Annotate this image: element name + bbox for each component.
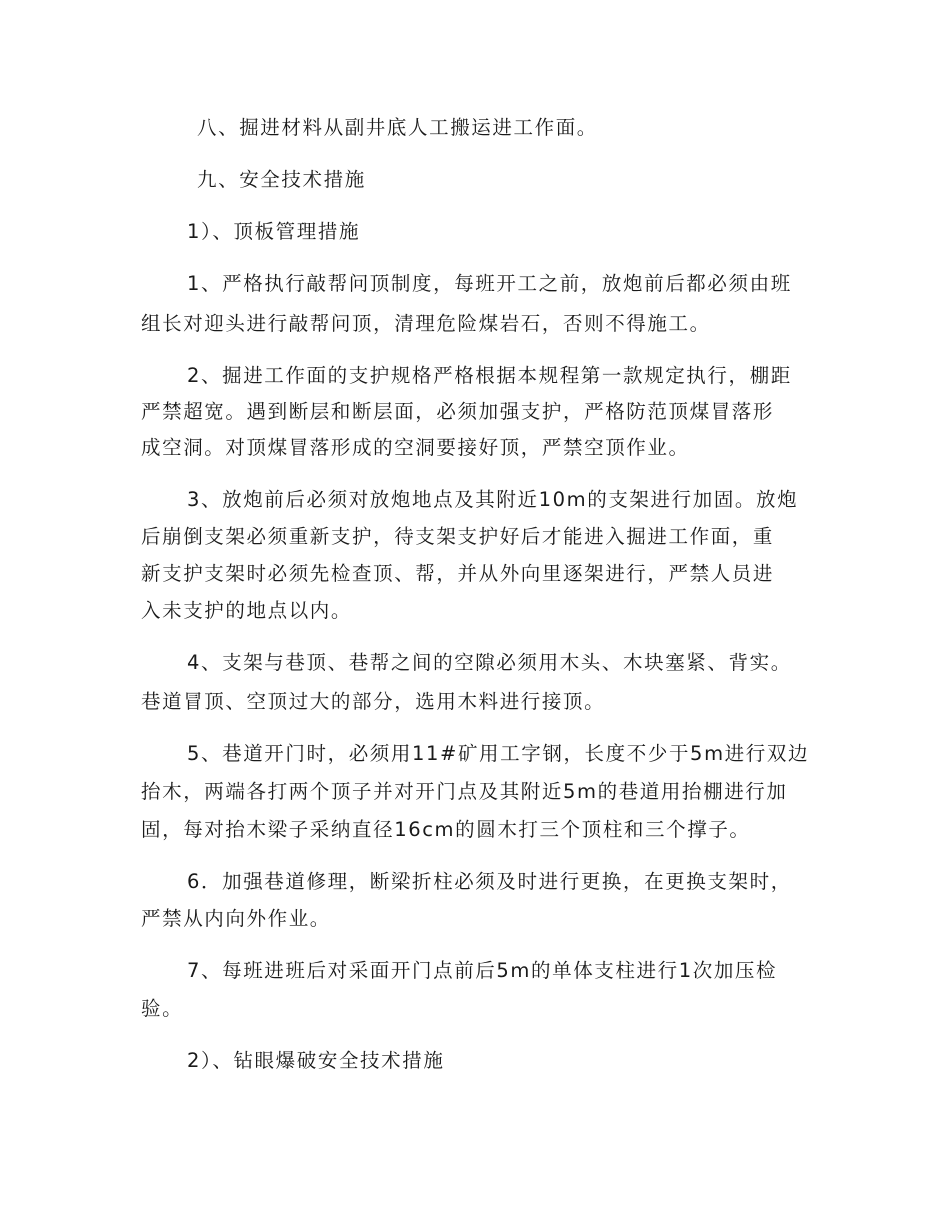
paragraph-line: 后崩倒支架必须重新支护，待支架支护好后才能进入掘进工作面，重 [141, 525, 775, 548]
section-heading-9: 九、安全技术措施 [197, 168, 366, 191]
paragraph-line: 4、支架与巷顶、巷帮之间的空隙必须用木头、木块塞紧、背实。 [187, 651, 792, 674]
paragraph-line: 1、严格执行敲帮问顶制度，每班开工之前，放炮前后都必须由班 [187, 272, 792, 295]
paragraph-line: 组长对迎头进行敲帮问顶，清理危险煤岩石，否则不得施工。 [141, 312, 711, 335]
paragraph-line: 6．加强巷道修理，断梁折柱必须及时进行更换，在更换支架时， [187, 870, 792, 893]
paragraph-line: 3、放炮前后必须对放炮地点及其附近10m的支架进行加固。放炮 [187, 488, 799, 511]
subsection-heading-1: 1）、顶板管理措施 [187, 220, 361, 243]
paragraph-line: 5、巷道开门时，必须用11#矿用工字钢，长度不少于5m进行双边 [187, 742, 810, 765]
paragraph-line: 巷道冒顶、空顶过大的部分，选用木料进行接顶。 [141, 690, 606, 713]
paragraph-line: 严禁超宽。遇到断层和断层面，必须加强支护，严格防范顶煤冒落形 [141, 400, 775, 423]
paragraph-line: 7、每班进班后对采面开门点前后5m的单体支柱进行1次加压检 [187, 959, 778, 982]
paragraph-line: 新支护支架时必须先检查顶、帮，并从外向里逐架进行，严禁人员进 [141, 562, 775, 585]
paragraph-line: 入未支护的地点以内。 [141, 599, 353, 622]
paragraph-line: 严禁从内向外作业。 [141, 907, 331, 930]
paragraph-line: 固，每对抬木梁子采纳直径16cm的圆木打三个顶柱和三个撑子。 [141, 818, 751, 841]
paragraph-line: 成空洞。对顶煤冒落形成的空洞要接好顶，严禁空顶作业。 [141, 436, 690, 459]
paragraph-line: 抬木，两端各打两个顶子并对开门点及其附近5m的巷道用抬棚进行加 [141, 780, 788, 803]
subsection-heading-2: 2）、钻眼爆破安全技术措施 [187, 1049, 445, 1072]
section-heading-8: 八、掘进材料从副井底人工搬运进工作面。 [197, 116, 598, 139]
paragraph-line: 2、掘进工作面的支护规格严格根据本规程第一款规定执行，棚距 [187, 364, 792, 387]
paragraph-line: 验。 [141, 997, 184, 1020]
